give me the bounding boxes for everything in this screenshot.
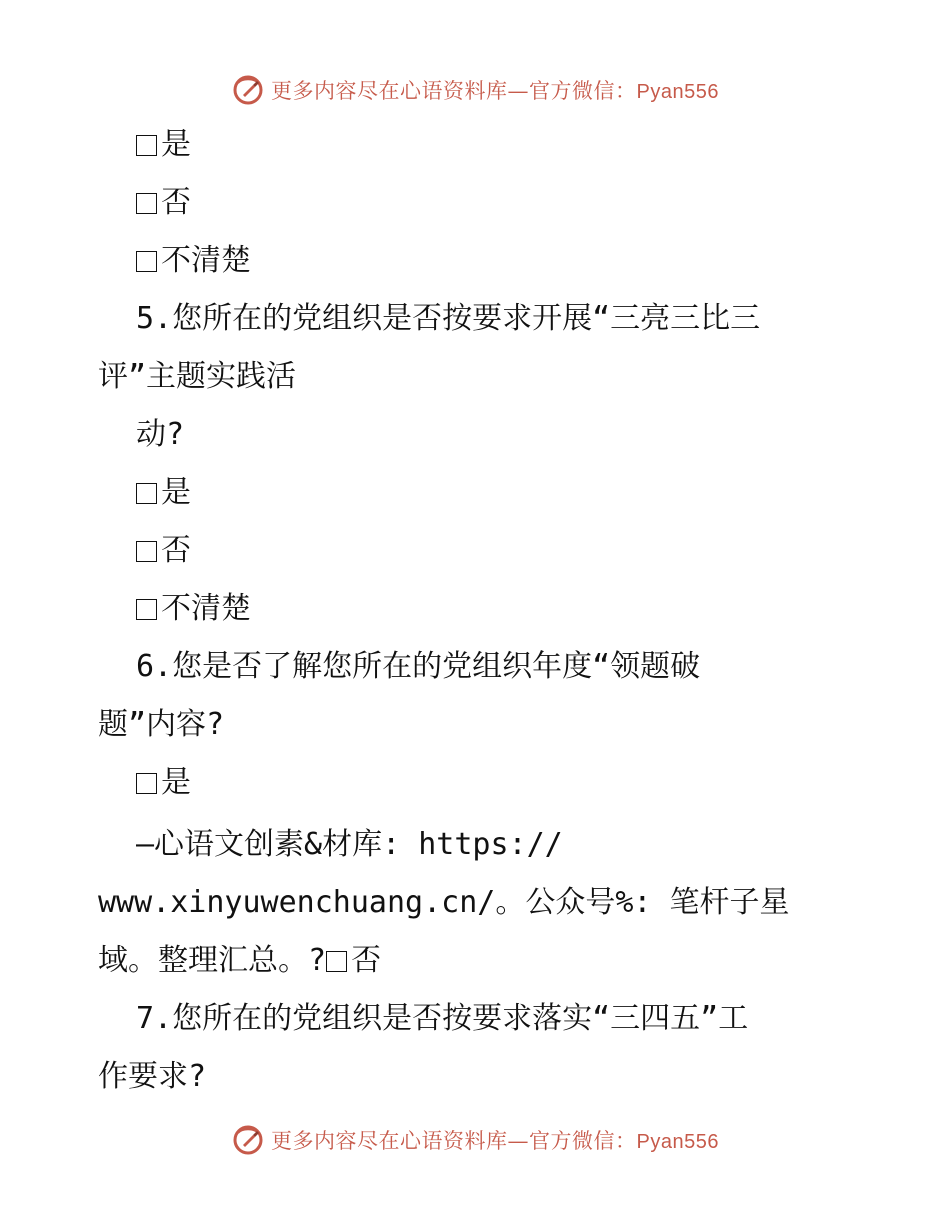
option-no — [136, 186, 916, 219]
option-yes — [136, 766, 916, 799]
option-label: 是 — [161, 765, 191, 800]
footer-banner-wechat-label: 官方微信： — [529, 1129, 637, 1153]
option-label: 是 — [161, 475, 191, 510]
option-label: 否 — [351, 943, 382, 978]
note-line-1: —心语文创素&材库: https:// — [136, 827, 563, 862]
empty-checkbox-icon[interactable] — [326, 951, 347, 972]
red-circular-logo-icon — [231, 1123, 265, 1157]
header-banner-separator: — — [507, 79, 530, 103]
empty-checkbox-icon[interactable] — [136, 773, 157, 794]
header-banner-text — [271, 75, 719, 105]
empty-checkbox-icon[interactable] — [136, 599, 157, 620]
header-banner-wechat-label: 官方微信： — [529, 79, 637, 103]
option-label: 是 — [161, 127, 191, 162]
note-line-3-text: 域。整理汇总。? — [98, 943, 327, 978]
note-line-3 — [98, 944, 878, 977]
question-6-line-1: 6.您是否了解您所在的党组织年度“领题破 — [136, 649, 701, 684]
option-unclear — [136, 244, 916, 277]
empty-checkbox-icon[interactable] — [136, 251, 157, 272]
empty-checkbox-icon[interactable] — [136, 193, 157, 214]
red-circular-logo-icon — [231, 73, 265, 107]
option-yes — [136, 476, 916, 509]
question-7-line-1: 7.您所在的党组织是否按要求落实“三四五”工 — [136, 1001, 749, 1036]
header-banner — [0, 70, 950, 110]
question-7-line-2: 作要求? — [98, 1059, 207, 1094]
option-unclear — [136, 592, 916, 625]
footer-banner-main: 更多内容尽在心语资料库 — [271, 1129, 508, 1153]
empty-checkbox-icon[interactable] — [136, 483, 157, 504]
question-6-line-2: 题”内容? — [98, 707, 225, 742]
note-line-2: www.xinyuwenchuang.cn/。公众号%: 笔杆子星 — [98, 885, 790, 920]
header-banner-main: 更多内容尽在心语资料库 — [271, 79, 508, 103]
footer-banner-separator: — — [507, 1129, 530, 1153]
empty-checkbox-icon[interactable] — [136, 135, 157, 156]
option-no — [136, 534, 916, 567]
option-label: 否 — [161, 185, 191, 220]
option-label: 不清楚 — [161, 243, 251, 278]
empty-checkbox-icon[interactable] — [136, 541, 157, 562]
question-5-line-1: 5.您所在的党组织是否按要求开展“三亮三比三 — [136, 301, 761, 336]
option-yes — [136, 128, 916, 161]
option-label: 不清楚 — [161, 591, 251, 626]
question-5-line-2: 评”主题实践活 — [98, 359, 297, 394]
option-label: 否 — [161, 533, 191, 568]
footer-banner-wechat-id: Pyan556 — [636, 1131, 719, 1153]
footer-banner — [0, 1120, 950, 1160]
footer-banner-text — [271, 1125, 719, 1155]
header-banner-wechat-id: Pyan556 — [636, 81, 719, 103]
question-5-line-3: 动? — [136, 417, 185, 452]
